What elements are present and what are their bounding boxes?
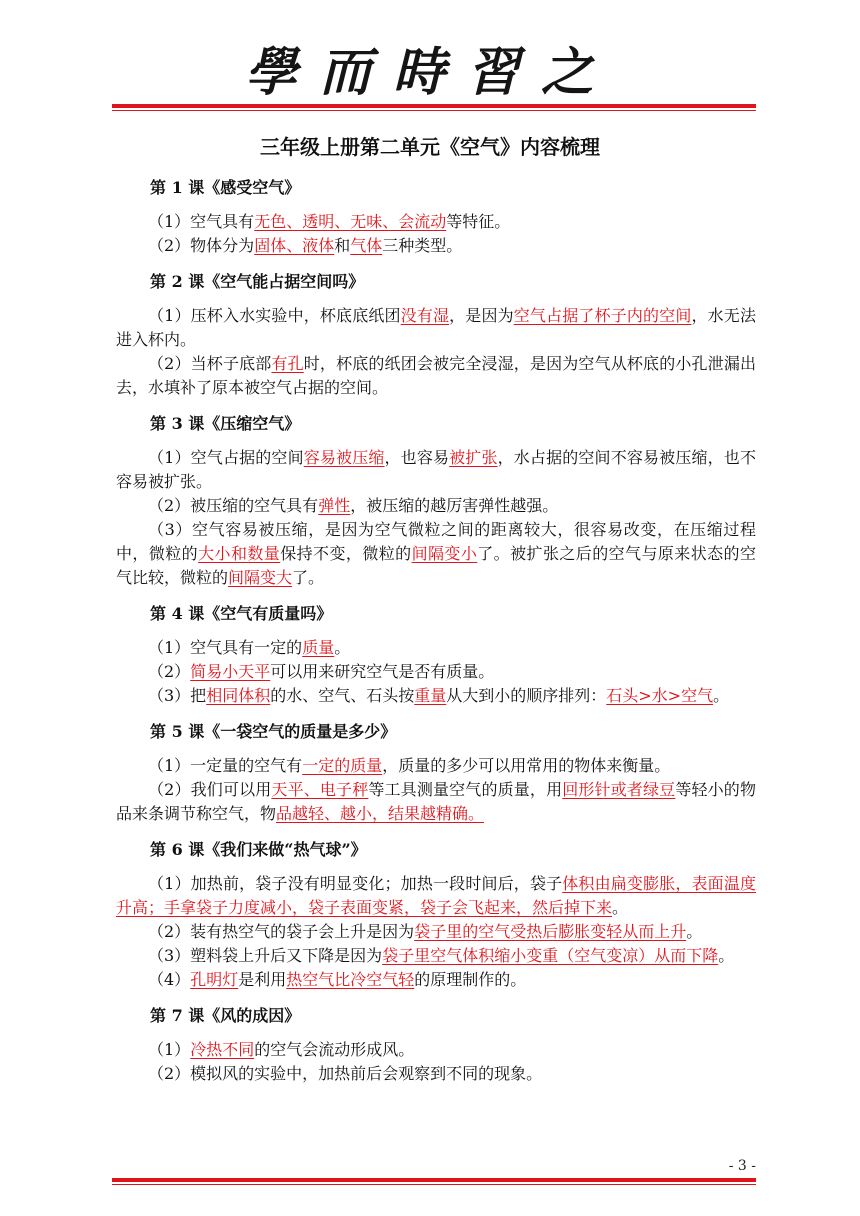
answer-highlight: 体积由扁变膨胀，表面温度升高；手拿袋子力度减小，袋子表面变紧，袋子会飞起来，然后掉下来 [116,874,756,917]
item-text: （1）空气占据的空间 [148,448,304,467]
item-text: （3）把 [148,686,207,705]
item-text: （2）当杯子底部 [148,354,272,373]
item-text: 从大到小的顺序排列： [446,686,607,705]
lesson-item [116,210,756,234]
item-text: （2）装有热空气的袋子会上升是因为 [148,922,415,941]
item-text: （3）塑料袋上升后又下降是因为 [148,946,383,965]
lesson-item [116,518,756,590]
item-text: （1）压杯入水实验中，杯底底纸团 [148,306,401,325]
answer-highlight: 间隔变大 [228,568,293,587]
item-text: 的原理制作的。 [414,970,527,989]
lesson-item [116,352,756,400]
answer-highlight: 没有湿 [400,306,450,325]
lesson-heading: 第 2 课《空气能占据空间吗》 [150,272,365,291]
item-text: （2）被压缩的空气具有 [148,496,319,515]
lesson-heading: 第 3 课《压缩空气》 [150,414,301,433]
answer-highlight: 无色、透明、无味、会流动 [254,212,447,231]
footer-rule [112,1178,756,1182]
header-rule-thin [112,110,756,111]
answer-highlight: 空气占据了杯子内的空间 [513,306,692,325]
item-text: （2）我们可以用 [148,780,272,799]
item-text: 。 [612,898,629,917]
answer-highlight: 质量 [302,638,335,657]
answer-highlight: 大小和数量 [198,544,281,563]
item-text: 的空气会流动形成风。 [254,1040,415,1059]
lesson-item [116,684,756,708]
item-text: ，也容易 [384,448,450,467]
item-text: 等轻小的物品来条调节称空气，物 [116,780,756,823]
item-text: （2）物体分为 [148,236,255,255]
answer-highlight: 品越轻、越小，结果越精确。 [276,804,485,823]
item-text: 。 [718,946,735,965]
header-calligraphy-logo: 學而時習之 [244,42,615,103]
lesson-item [116,778,756,826]
item-text: 和 [334,236,351,255]
answer-highlight: 孔明灯 [190,970,239,989]
item-text: ，水占据的空间不容易被压缩，也不容易被扩张。 [116,448,756,491]
lesson-item [116,920,756,944]
item-text: 等工具测量空气的质量，用 [368,780,563,799]
lesson-item [116,636,756,660]
item-text: （4） [148,970,191,989]
item-text: （1） [148,1040,191,1059]
lesson-item [116,494,756,518]
answer-highlight: 袋子里的空气受热后膨胀变轻从而上升 [414,922,687,941]
page-title: 三年级上册第二单元《空气》内容梳理 [260,135,600,159]
answer-highlight: 热空气比冷空气轻 [286,970,415,989]
item-text: （2）模拟风的实验中，加热前后会观察到不同的现象。 [148,1064,543,1083]
item-text: ，水无法进入杯内。 [116,306,756,349]
answer-highlight: 回形针或者绿豆 [562,780,676,799]
answer-highlight: 袋子里空气体积缩小变重（空气变凉）从而下降 [382,946,719,965]
item-text: 是利用 [238,970,287,989]
item-text: ，是因为 [449,306,514,325]
item-text: 等特征。 [446,212,511,231]
answer-highlight: 冷热不同 [190,1040,255,1059]
item-text: 。 [334,638,351,657]
item-text: 可以用来研究空气是否有质量。 [270,662,495,681]
answer-highlight: 简易小天平 [190,662,271,681]
item-text: （3）空气容易被压缩，是因为空气微粒之间的距离较大，很容易改变，在压缩过程中，微粒的 [116,520,756,563]
answer-highlight: 气体 [350,236,383,255]
page-number: - 3 - [728,1158,756,1174]
lesson-item [116,944,756,968]
document-body [116,176,756,1086]
item-text: 的水、空气、石头按 [270,686,415,705]
item-text: 。 [713,686,730,705]
lesson-item [116,446,756,494]
item-text: 时，杯底的纸团会被完全浸湿，是因为空气从杯底的小孔泄漏出去，水填补了原本被空气占据的空间。 [116,354,756,397]
item-text: 。 [686,922,703,941]
item-text: ，被压缩的越厉害弹性越强。 [350,496,559,515]
header-rule [112,104,756,108]
item-text: （1）空气具有一定的 [148,638,303,657]
lesson-item [116,1062,756,1086]
item-text: （2） [148,662,191,681]
lesson-item [116,304,756,352]
answer-highlight: 被扩张 [449,448,498,467]
lesson-heading: 第 1 课《感受空气》 [150,178,301,197]
answer-highlight: 固体、液体 [254,236,335,255]
lesson-heading: 第 7 课《风的成因》 [150,1006,301,1025]
answer-highlight: 石头>水>空气 [606,686,714,705]
answer-highlight: 一定的质量 [302,756,383,775]
item-text: （1）空气具有 [148,212,255,231]
answer-highlight: 容易被压缩 [303,448,385,467]
answer-highlight: 间隔变小 [411,544,478,563]
footer-rule-thin [112,1184,756,1185]
lesson-heading: 第 4 课《空气有质量吗》 [150,604,333,623]
lesson-item [116,968,756,992]
item-text: （1）一定量的空气有 [148,756,303,775]
answer-highlight: 有孔 [271,354,304,373]
item-text: 了。 [292,568,325,587]
item-text: 三种类型。 [382,236,463,255]
lesson-item [116,660,756,684]
item-text: ，质量的多少可以用常用的物体来衡量。 [382,756,671,775]
lesson-heading: 第 6 课《我们来做“热气球”》 [150,840,367,859]
item-text: 保持不变，微粒的 [280,544,412,563]
answer-highlight: 重量 [414,686,447,705]
answer-highlight: 天平、电子秤 [271,780,369,799]
lesson-heading: 第 5 课《一袋空气的质量是多少》 [150,722,397,741]
lesson-item [116,872,756,920]
answer-highlight: 弹性 [318,496,351,515]
lesson-item [116,754,756,778]
lesson-item [116,1038,756,1062]
item-text: 了。被扩张之后的空气与原来状态的空气比较，微粒的 [116,544,756,587]
answer-highlight: 相同体积 [206,686,271,705]
lesson-item [116,234,756,258]
item-text: （1）加热前，袋子没有明显变化；加热一段时间后，袋子 [148,874,563,893]
